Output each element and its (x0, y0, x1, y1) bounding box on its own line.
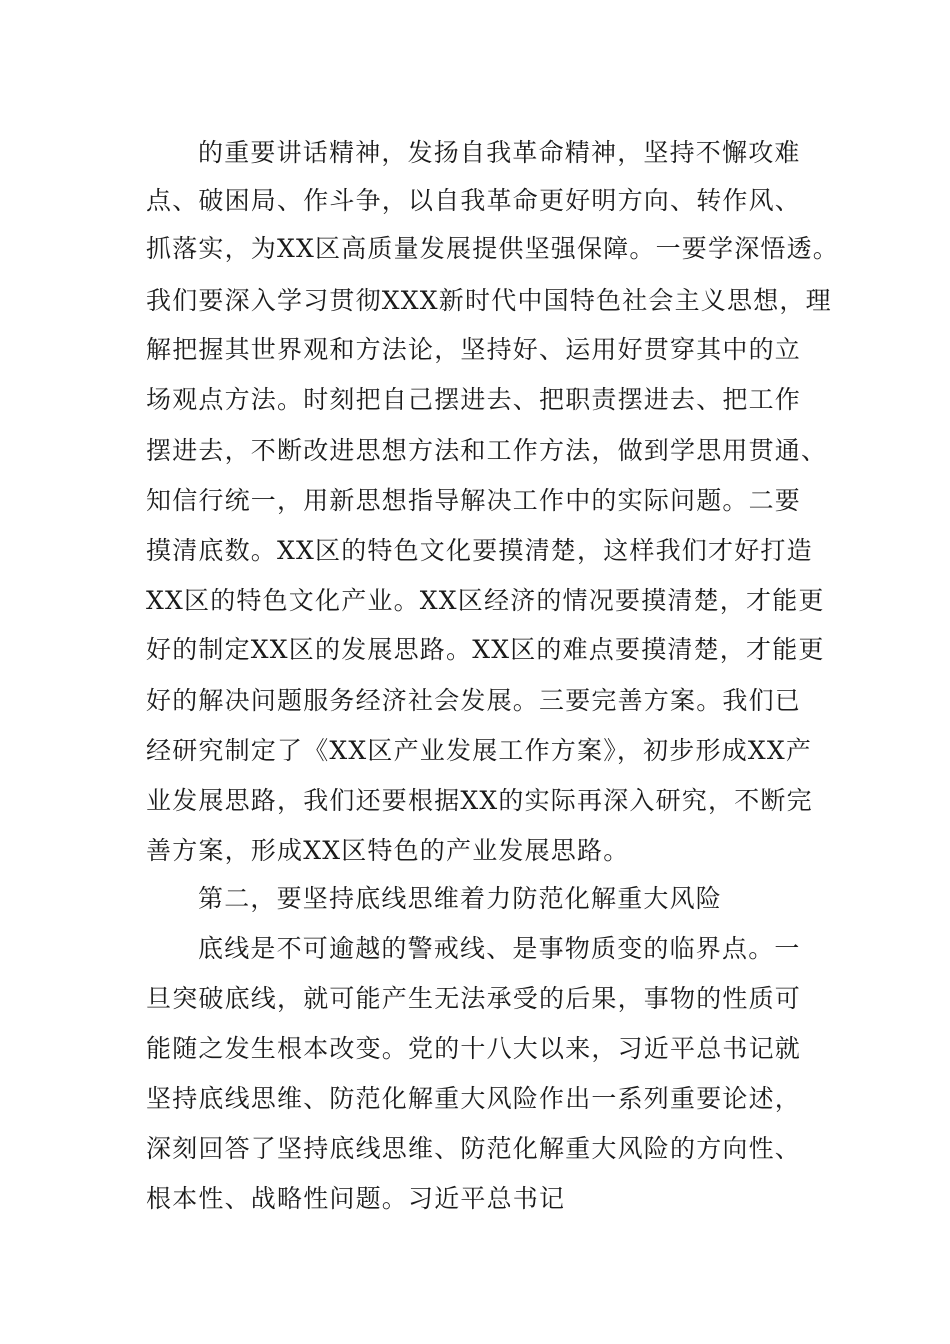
text-line: 业发展思路，我们还要根据XX的实际再深入研究，不断完 (146, 786, 813, 815)
text-line: 知信行统一，用新思想指导解决工作中的实际问题。二要 (146, 486, 802, 515)
section-heading: 第二，要坚持底线思维着力防范化解重大风险 (198, 884, 723, 913)
text-line: XX区的特色文化产业。XX区经济的情况要摸清楚，才能更 (146, 586, 825, 615)
text-line: 坚持底线思维、防范化解重大风险作出一系列重要论述， (146, 1084, 802, 1113)
text-line: 摸清底数。XX区的特色文化要摸清楚，这样我们才好打造 (146, 536, 813, 565)
text-line: 好的解决问题服务经济社会发展。三要完善方案。我们已 (146, 686, 802, 715)
text-line: 场观点方法。时刻把自己摆进去、把职责摆进去、把工作 (146, 385, 802, 414)
text-line: 抓落实，为XX区高质量发展提供坚强保障。一要学深悟透。 (146, 234, 839, 263)
text-line: 根本性、战略性问题。习近平总书记 (146, 1184, 566, 1213)
text-line: 底线是不可逾越的警戒线、是事物质变的临界点。一 (198, 934, 801, 963)
text-line: 好的制定XX区的发展思路。XX区的难点要摸清楚，才能更 (146, 635, 825, 664)
text-line: 能随之发生根本改变。党的十八大以来，习近平总书记就 (146, 1034, 802, 1063)
text-line: 旦突破底线，就可能产生无法承受的后果，事物的性质可 (146, 984, 802, 1013)
text-line: 经研究制定了《XX区产业发展工作方案》，初步形成XX产 (146, 736, 813, 765)
text-line: 点、破困局、作斗争，以自我革命更好明方向、转作风、 (146, 186, 802, 215)
text-line: 摆进去，不断改进思想方法和工作方法，做到学思用贯通、 (146, 436, 828, 465)
text-line: 解把握其世界观和方法论，坚持好、运用好贯穿其中的立 (146, 335, 802, 364)
text-line: 的重要讲话精神，发扬自我革命精神，坚持不懈攻难 (198, 138, 801, 167)
text-line: 我们要深入学习贯彻XXX新时代中国特色社会主义思想，理 (146, 286, 832, 315)
text-line: 善方案，形成XX区特色的产业发展思路。 (146, 836, 630, 865)
text-line: 深刻回答了坚持底线思维、防范化解重大风险的方向性、 (146, 1134, 802, 1163)
